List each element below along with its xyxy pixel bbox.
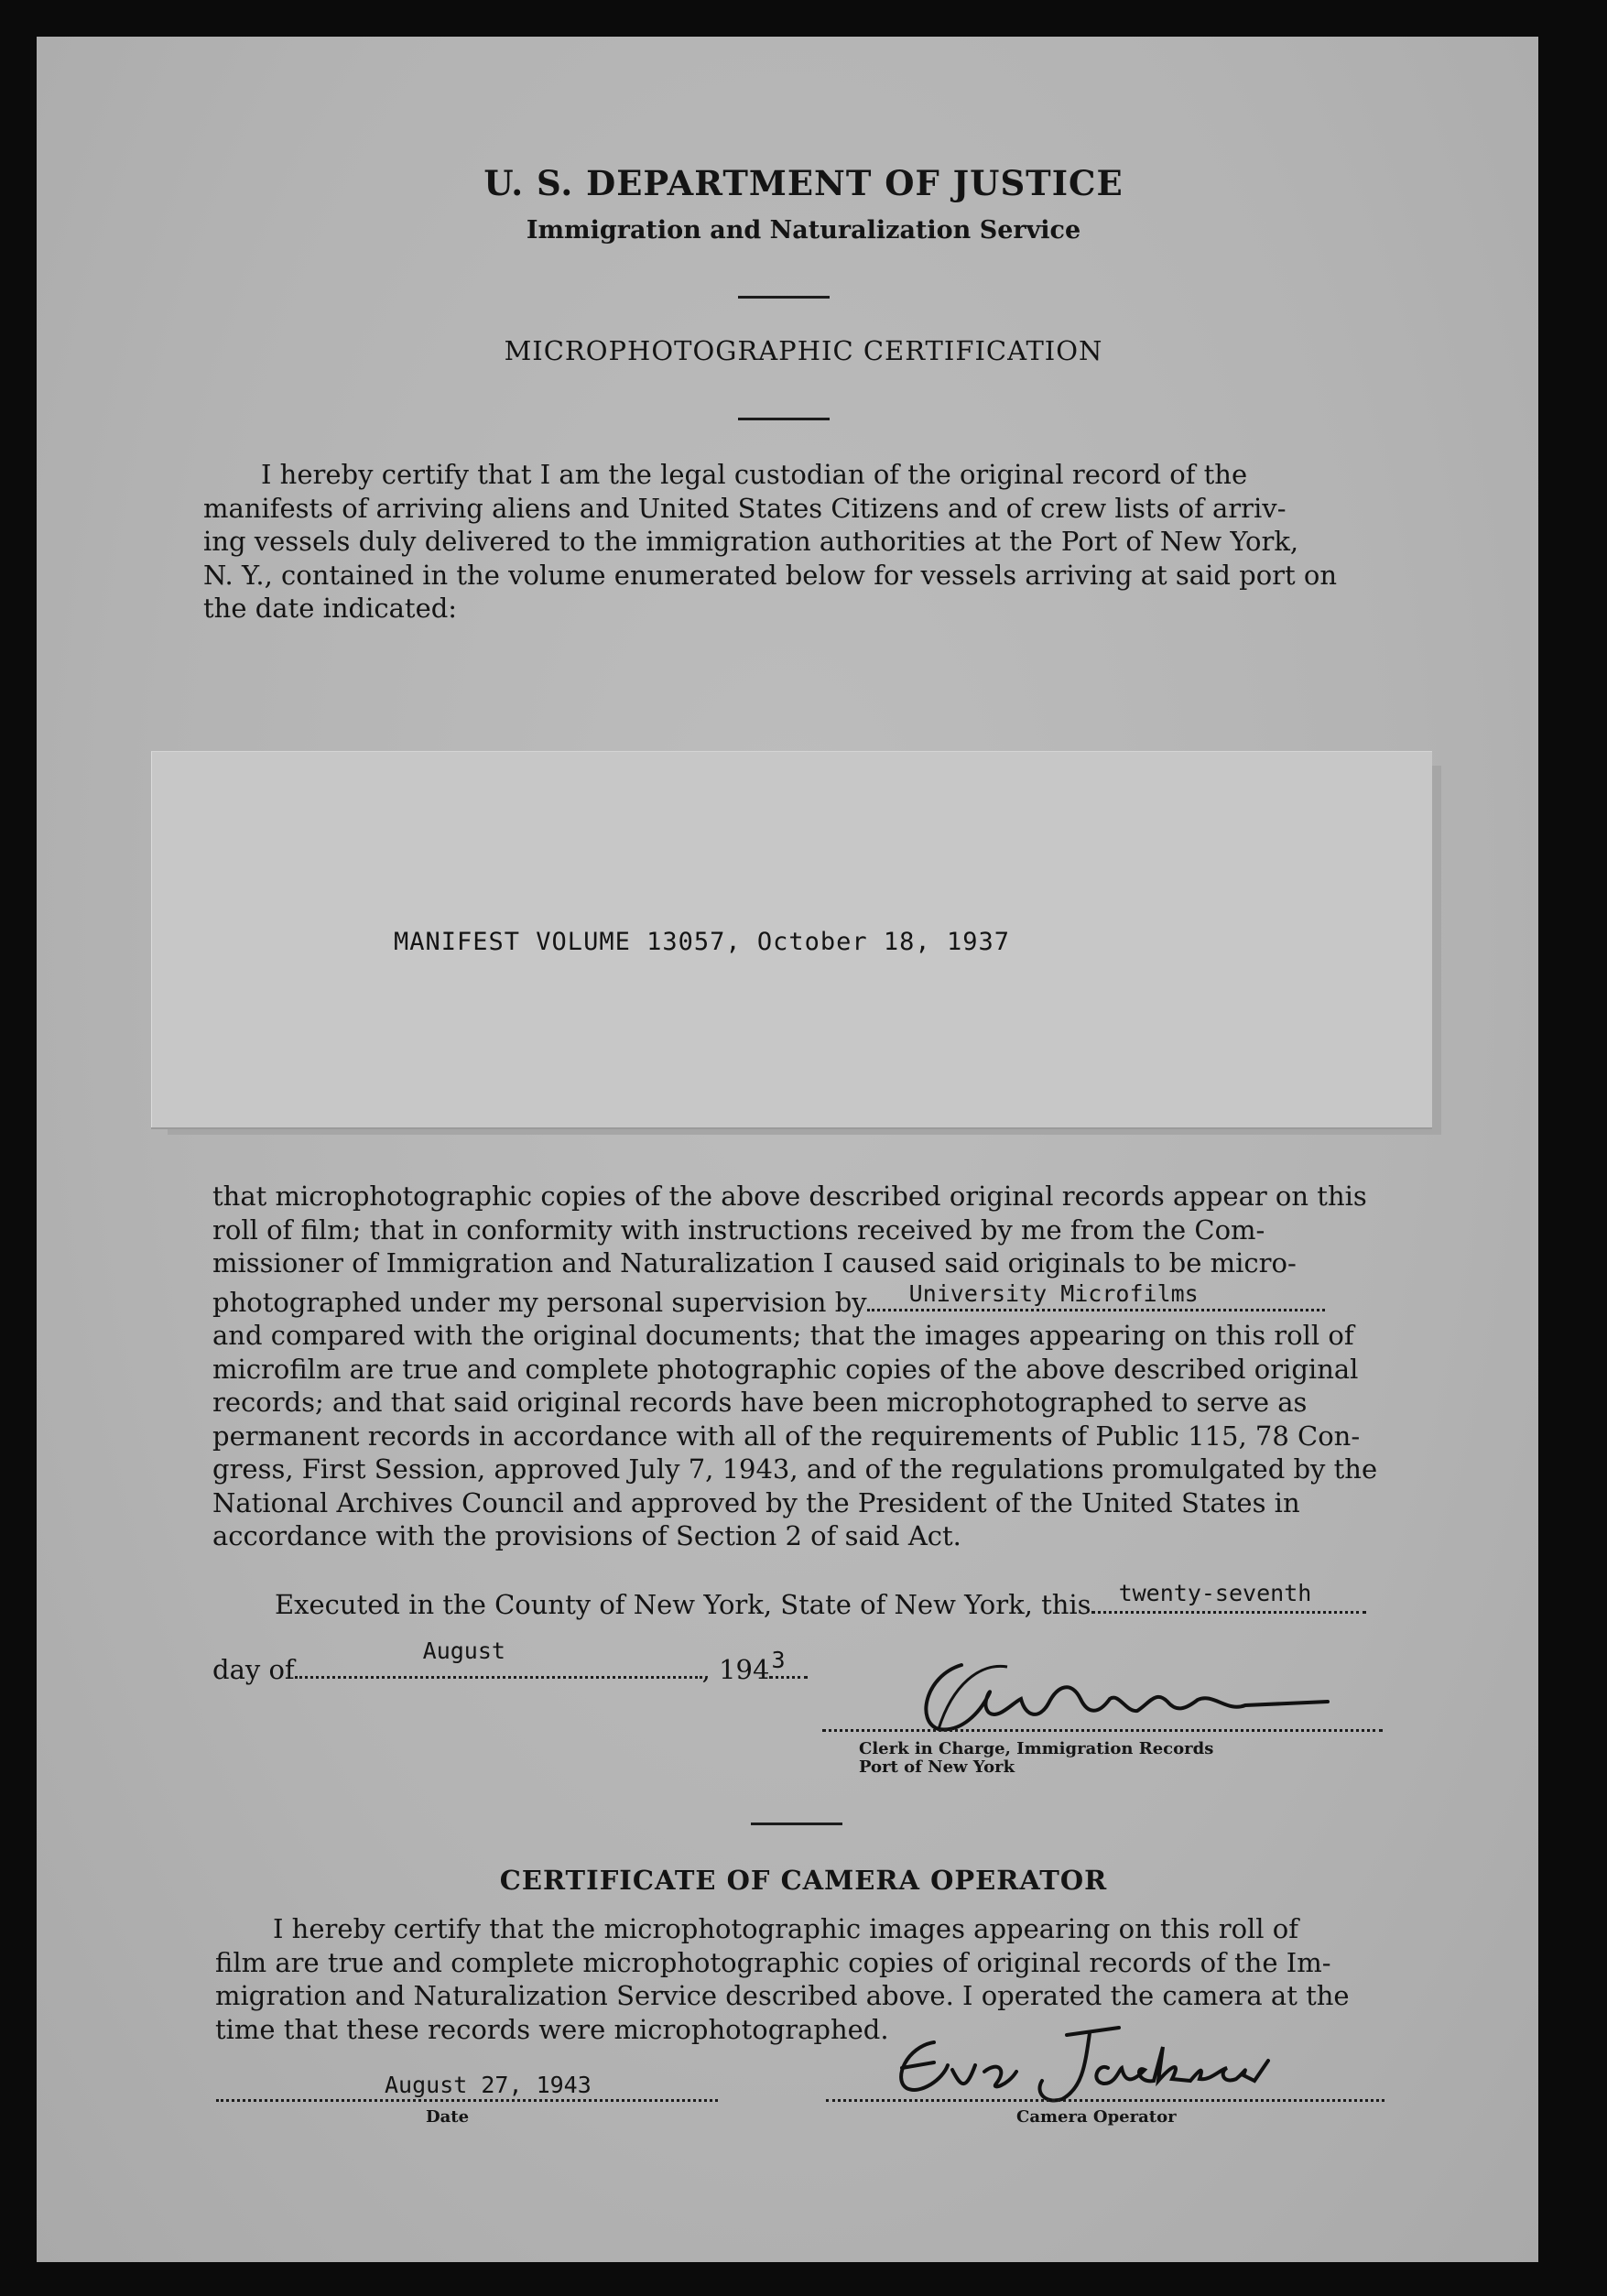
- certification-title: MICROPHOTOGRAPHIC CERTIFICATION: [504, 335, 1103, 366]
- clerk-title-line: Clerk in Charge, Immigration Records: [859, 1739, 1214, 1758]
- manifest-volume-text: MANIFEST VOLUME 13057, October 18, 1937: [394, 928, 1010, 956]
- year-prefix: , 194: [701, 1654, 770, 1685]
- intro-line: the date indicated:: [203, 593, 458, 624]
- intro-line: manifests of arriving aliens and United States Citizens and of crew lists of arriv-: [203, 492, 1287, 524]
- body-line: roll of film; that in conformity with instructions received by me from the Com-: [212, 1213, 1265, 1246]
- body-line: microfilm are true and complete photographic copies of the above described original: [212, 1353, 1359, 1385]
- body-line: missioner of Immigration and Naturalization I caused said originals to be micro-: [212, 1247, 1297, 1279]
- date-line: [216, 2099, 718, 2102]
- executed-month: August: [422, 1638, 505, 1664]
- day-of-line: [212, 1638, 808, 1685]
- header-divider-top: [738, 296, 830, 299]
- intro-paragraph: [203, 458, 1372, 626]
- date-label: Date: [426, 2107, 470, 2127]
- camera-certificate-title: CERTIFICATE OF CAMERA OPERATOR: [499, 1865, 1108, 1896]
- body-line: gress, First Session, approved July 7, 1943, and of the regulations promulgated by the: [212, 1453, 1378, 1485]
- camera-line: film are true and complete microphotographic copies of original records of the Im-: [215, 1946, 1331, 1978]
- header-divider-bottom: [738, 418, 830, 420]
- month-fill-line: [295, 1638, 702, 1679]
- camera-line: I hereby certify that the microphotographic images appearing on this roll of: [273, 1913, 1298, 1944]
- body-paragraph: [212, 1180, 1381, 1553]
- body-line: records; and that said original records have been microphotographed to serve as: [212, 1387, 1308, 1418]
- body-line: permanent records in accordance with all of the requirements of Public 115, 78 Con-: [212, 1420, 1361, 1452]
- supervisor-name: University Microfilms: [908, 1279, 1199, 1307]
- body-line: and compared with the original documents; that the images appearing on this roll of: [212, 1320, 1354, 1351]
- executed-day: twenty-seventh: [1118, 1580, 1312, 1606]
- intro-line: ing vessels duly delivered to the immigration authorities at the Port of New York,: [203, 526, 1299, 557]
- executed-line: [275, 1580, 1366, 1620]
- day-fill-line: [1091, 1580, 1366, 1614]
- supervision-prefix: photographed under my personal supervision by: [212, 1286, 867, 1318]
- clerk-title: [859, 1740, 1213, 1777]
- intro-line: N. Y., contained in the volume enumerated below for vessels arriving at said port on: [203, 559, 1338, 591]
- operator-label: Camera Operator: [1016, 2107, 1177, 2127]
- clerk-signature: [852, 1649, 1383, 1740]
- department-heading: U. S. DEPARTMENT OF JUSTICE: [483, 163, 1124, 203]
- clerk-signature-line: [822, 1729, 1383, 1732]
- body-line: National Archives Council and approved by the President of the United States in: [212, 1486, 1300, 1518]
- day-of-label: day of: [212, 1654, 295, 1685]
- supervision-line: [212, 1279, 1381, 1320]
- intro-line: I hereby certify that I am the legal custodian of the original record of the: [261, 459, 1248, 490]
- supervisor-fill-line: [867, 1279, 1325, 1311]
- camera-line: time that these records were microphotographed.: [215, 2013, 889, 2045]
- camera-line: migration and Naturalization Service described above. I operated the camera at the: [215, 1980, 1350, 2011]
- executed-prefix: Executed in the County of New York, State of New York, this: [275, 1589, 1091, 1620]
- service-subheading: Immigration and Naturalization Service: [526, 216, 1081, 245]
- year-fill-line: [769, 1647, 808, 1679]
- body-line: that microphotographic copies of the above described original records appear on this: [212, 1181, 1367, 1212]
- year-digit: 3: [771, 1647, 786, 1673]
- operator-signature-line: [826, 2099, 1384, 2102]
- section-divider: [751, 1823, 842, 1825]
- body-line: accordance with the provisions of Section 2 of said Act.: [212, 1520, 961, 1551]
- clerk-title-line: Port of New York: [859, 1757, 1015, 1777]
- certificate-date: August 27, 1943: [385, 2072, 592, 2098]
